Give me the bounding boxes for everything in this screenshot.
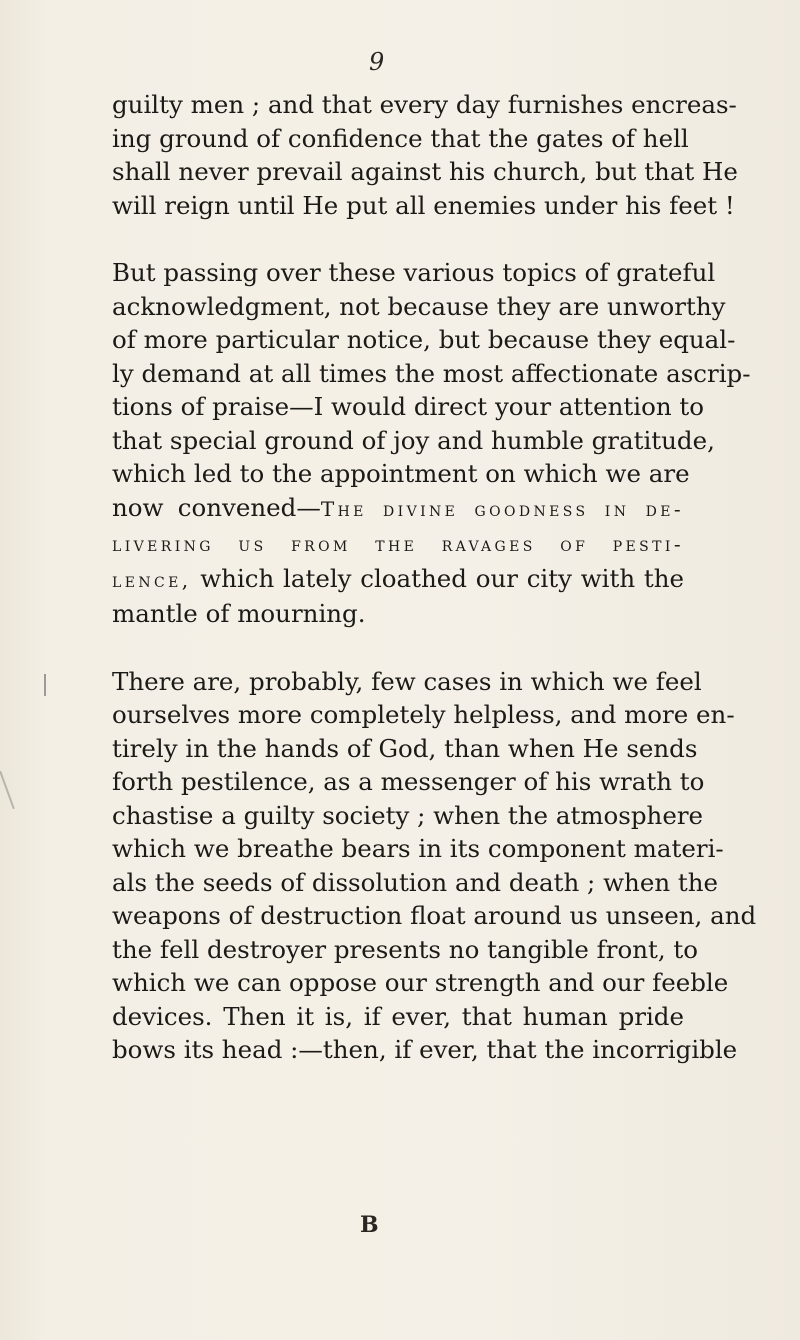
text-line: But passing over these various topics of grateful [112, 258, 716, 287]
margin-mark [0, 771, 15, 809]
small-caps-run: lence, [112, 567, 192, 592]
signature-mark: B [360, 1212, 379, 1238]
text-line: ourselves more completely helpless, and more en- [112, 700, 735, 729]
paragraph-1 [112, 88, 738, 222]
paragraph-3 [112, 665, 757, 1067]
small-caps-run: The divine goodness in de- [320, 496, 684, 521]
paragraph-gap [112, 222, 684, 256]
text-line: the fell destroyer presents no tangible front, to [112, 934, 698, 964]
text-line: which we breathe bears in its component materi- [112, 834, 724, 863]
text-line: There are, probably, few cases in which we feel [112, 666, 702, 696]
text-line: tirely in the hands of God, than when He sends [112, 733, 698, 763]
text-line: that special ground of joy and humble gratitude, [112, 425, 715, 455]
text-run: now convened— [112, 492, 321, 522]
text-line: als the seeds of dissolution and death ; when the [112, 867, 719, 897]
text-line: which led to the appointment on which we are [112, 459, 690, 488]
page-number: 9 [369, 48, 385, 76]
text-line: tions of praise—I would direct your attention to [112, 392, 704, 421]
text-line: will reign until He put all enemies under his feet ! [112, 190, 735, 220]
paragraph-2 [112, 256, 751, 631]
text-line [112, 491, 684, 527]
text-line: forth pestilence, as a messenger of his wrath to [112, 767, 705, 796]
text-line: guilty men ; and that every day furnishes encreas- [112, 90, 737, 119]
text-line: bows its head :—then, if ever, that the incorrigible [112, 1035, 738, 1064]
text-line [112, 562, 684, 598]
text-line: of more particular notice, but because they equal- [112, 325, 736, 354]
text-line: chastise a guilty society ; when the atmosphere [112, 800, 704, 830]
text-line: devices. Then it is, if ever, that human pride [112, 1001, 684, 1031]
text-line: mantle of mourning. [112, 599, 366, 628]
margin-mark [44, 674, 46, 696]
text-line [112, 526, 684, 562]
text-line: ing ground of confidence that the gates of hell [112, 123, 689, 153]
text-run: which lately cloathed our city with the [191, 563, 684, 593]
text-line: shall never prevail against his church, but that He [112, 157, 738, 186]
small-caps-run: livering us from the ravages of pesti- [112, 532, 684, 556]
text-line: weapons of destruction float around us unseen, and [112, 901, 757, 930]
paragraph-gap [112, 631, 684, 665]
text-line: ly demand at all times the most affectionate ascrip- [112, 358, 751, 388]
text-line: acknowledgment, not because they are unworthy [112, 291, 726, 321]
text-line: which we can oppose our strength and our feeble [112, 968, 729, 997]
body-text [112, 88, 757, 1067]
